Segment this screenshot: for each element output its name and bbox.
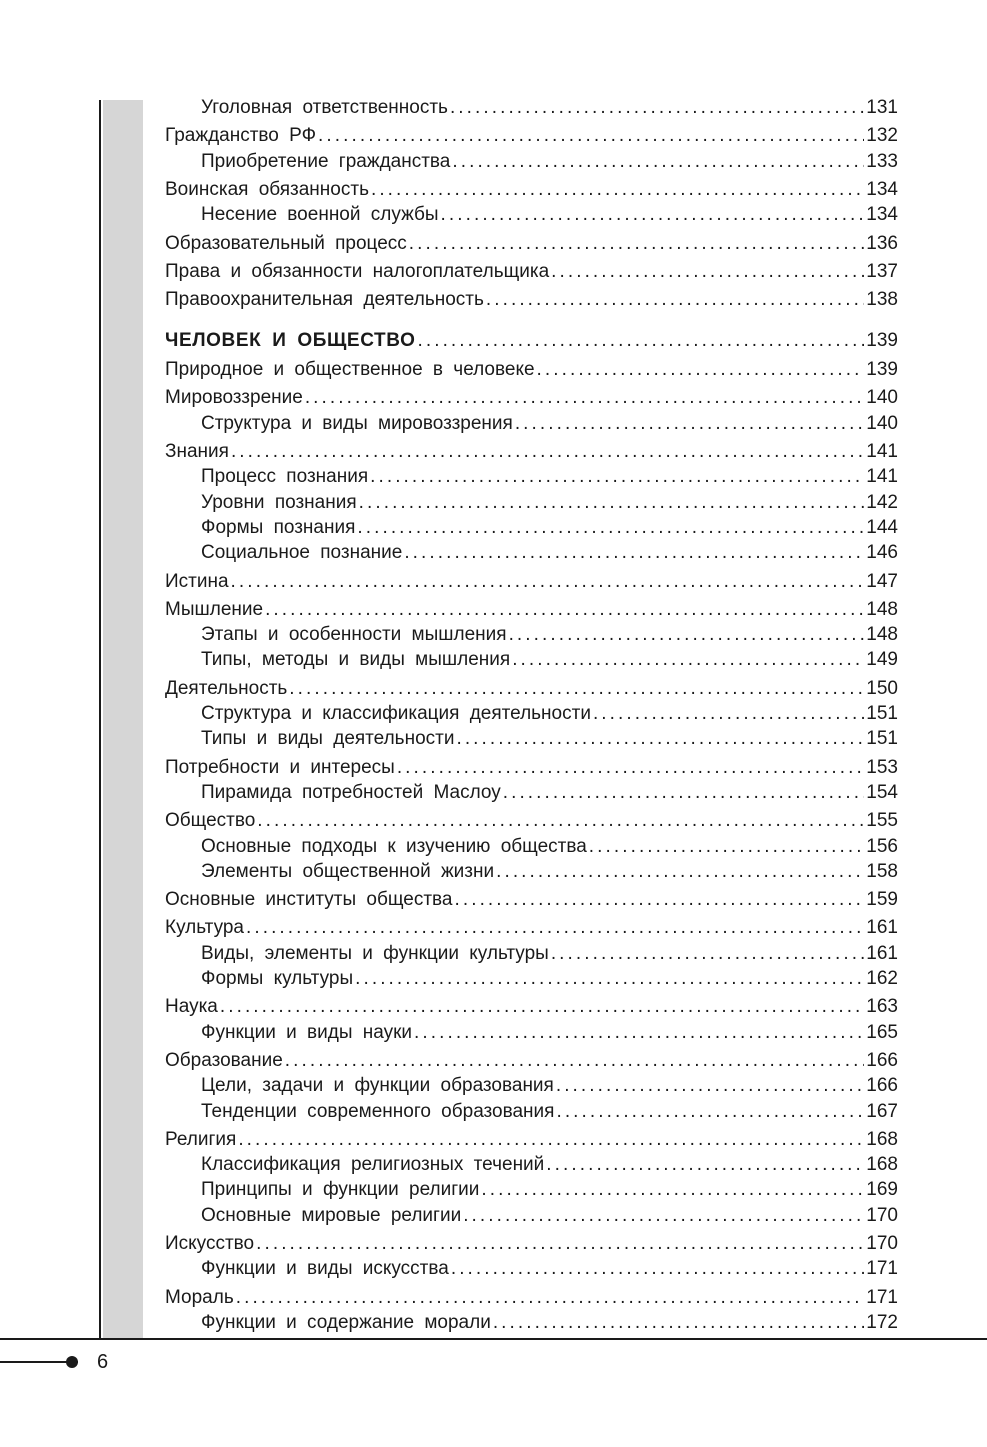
toc-entry bbox=[165, 440, 898, 464]
dot-leader bbox=[414, 1021, 864, 1045]
toc-entry-page: 141 bbox=[866, 466, 898, 488]
toc-entry-title: Деятельность bbox=[165, 677, 288, 699]
toc-entry-page: 134 bbox=[866, 204, 898, 226]
toc-entry-page: 159 bbox=[866, 889, 898, 911]
dot-leader bbox=[551, 942, 864, 966]
left-margin-rule bbox=[99, 100, 101, 1340]
toc-entry bbox=[165, 677, 898, 701]
toc-entry-page: 146 bbox=[866, 542, 898, 564]
toc-entry-page: 141 bbox=[866, 441, 898, 462]
toc-entry-title: Религия bbox=[165, 1128, 237, 1150]
toc-entry-page: 144 bbox=[866, 516, 898, 538]
dot-leader bbox=[285, 1049, 865, 1073]
dot-leader bbox=[231, 440, 864, 464]
toc-entry-page: 154 bbox=[866, 781, 898, 803]
toc-entry-title: Несение военной службы bbox=[201, 204, 439, 226]
page-number: 6 bbox=[97, 1351, 109, 1373]
toc-entry bbox=[201, 623, 898, 647]
toc-entry bbox=[201, 702, 898, 726]
toc-entry-page: 132 bbox=[866, 125, 898, 147]
dot-leader bbox=[509, 623, 865, 647]
toc-entry-page: 139 bbox=[866, 359, 898, 381]
dot-leader bbox=[409, 232, 865, 256]
toc-entry-title: Структура и классификация деятельности bbox=[201, 703, 591, 724]
toc-entry-title: Знания bbox=[165, 441, 229, 462]
toc-entry-page: 172 bbox=[866, 1311, 898, 1333]
toc-entry bbox=[201, 1153, 898, 1177]
toc-entry bbox=[201, 1178, 898, 1202]
toc-entry-title: Образовательный процесс bbox=[165, 232, 407, 254]
toc-entry bbox=[201, 150, 898, 174]
toc-entry bbox=[165, 232, 898, 256]
toc-entry-title: Образование bbox=[165, 1049, 283, 1071]
dot-leader bbox=[450, 96, 864, 120]
dot-leader bbox=[463, 1204, 864, 1228]
dot-leader bbox=[246, 916, 864, 940]
toc-entry-page: 161 bbox=[866, 942, 898, 964]
toc-entry bbox=[165, 1232, 898, 1256]
toc-entry bbox=[165, 329, 898, 353]
toc-entry-title: Потребности и интересы bbox=[165, 756, 395, 778]
dot-leader bbox=[404, 541, 864, 565]
toc-entry-page: 151 bbox=[866, 728, 898, 750]
dot-leader bbox=[593, 702, 864, 726]
toc-entry bbox=[201, 1204, 898, 1228]
toc-entry-page: 171 bbox=[866, 1286, 898, 1308]
toc-entry bbox=[165, 358, 898, 382]
dot-leader bbox=[515, 412, 864, 436]
toc-entry-title: Основные институты общества bbox=[165, 889, 453, 911]
toc-entry-page: 136 bbox=[866, 232, 898, 254]
toc-entry bbox=[201, 203, 898, 227]
toc-entry-title: Функции и содержание морали bbox=[201, 1311, 491, 1333]
toc-entry-title: Воинская обязанность bbox=[165, 178, 369, 200]
toc-entry bbox=[201, 465, 898, 489]
toc-entry-title: Природное и общественное в человеке bbox=[165, 359, 535, 381]
toc-entry-title: Права и обязанности налогоплательщика bbox=[165, 260, 550, 282]
toc-entry-page: 158 bbox=[866, 860, 898, 882]
toc-entry bbox=[201, 727, 898, 751]
dot-leader bbox=[503, 781, 865, 805]
dot-leader bbox=[452, 150, 864, 174]
toc-entry-page: 171 bbox=[866, 1258, 898, 1280]
dot-leader bbox=[546, 1153, 864, 1177]
toc-entry bbox=[165, 598, 898, 622]
dot-leader bbox=[236, 1286, 865, 1310]
toc-entry bbox=[201, 516, 898, 540]
toc-entry-page: 148 bbox=[866, 624, 898, 646]
toc-entry bbox=[201, 835, 898, 859]
toc-entry bbox=[201, 648, 898, 672]
dot-leader bbox=[359, 491, 865, 515]
toc-entry-title: Уровни познания bbox=[201, 491, 357, 513]
toc-entry-page: 137 bbox=[866, 260, 898, 282]
toc-entry-title: Гражданство РФ bbox=[165, 125, 317, 147]
toc-entry-title: Мировоззрение bbox=[165, 387, 303, 409]
toc-entry-page: 142 bbox=[866, 491, 898, 513]
dot-leader bbox=[496, 860, 864, 884]
toc-entry-title: Уголовная ответственность bbox=[201, 97, 448, 118]
toc-entry-page: 149 bbox=[866, 649, 898, 671]
dot-leader bbox=[551, 260, 864, 284]
toc-entry-page: 168 bbox=[866, 1154, 898, 1176]
toc-entry-page: 151 bbox=[866, 703, 898, 724]
toc-entry-page: 166 bbox=[866, 1049, 898, 1071]
dot-leader bbox=[589, 835, 865, 859]
dot-leader bbox=[556, 1074, 864, 1098]
toc-entry bbox=[165, 260, 898, 284]
toc-entry-title: Структура и виды мировоззрения bbox=[201, 412, 513, 434]
toc-entry-title: Общество bbox=[165, 810, 256, 832]
toc-entry bbox=[201, 1021, 898, 1045]
toc-entry bbox=[165, 570, 898, 594]
toc-entry-title: Формы познания bbox=[201, 516, 356, 538]
toc-entry-page: 170 bbox=[866, 1233, 898, 1254]
toc-entry-page: 140 bbox=[866, 412, 898, 434]
dot-leader bbox=[455, 888, 865, 912]
toc-entry bbox=[201, 942, 898, 966]
toc-entry-title: Типы и виды деятельности bbox=[201, 728, 455, 750]
toc-entry-title: Культура bbox=[165, 917, 244, 939]
toc-entry-title: Социальное познание bbox=[201, 542, 403, 564]
toc-entry bbox=[165, 1286, 898, 1310]
toc-entry-title: Типы, методы и виды мышления bbox=[201, 649, 511, 671]
toc-entry bbox=[201, 1257, 898, 1281]
footer-rule bbox=[0, 1338, 987, 1340]
toc-entry-title: Виды, элементы и функции культуры bbox=[201, 942, 549, 964]
toc-entry-page: 168 bbox=[866, 1128, 898, 1150]
toc-entry bbox=[201, 1311, 898, 1335]
toc-entry-title: Основные подходы к изучению общества bbox=[201, 835, 587, 857]
toc-entry bbox=[165, 1049, 898, 1073]
toc-entry-title: Мышление bbox=[165, 598, 264, 620]
toc-entry-page: 139 bbox=[866, 330, 898, 352]
dot-leader bbox=[370, 465, 864, 489]
toc-entry bbox=[165, 888, 898, 912]
toc-entry-title: Этапы и особенности мышления bbox=[201, 624, 507, 646]
toc-entry-page: 161 bbox=[866, 917, 898, 939]
toc-entry-page: 131 bbox=[866, 97, 898, 118]
toc-entry-page: 165 bbox=[866, 1021, 898, 1043]
footer-dot bbox=[66, 1356, 78, 1368]
toc-entry-title: Мораль bbox=[165, 1286, 234, 1308]
toc-entry-page: 140 bbox=[866, 387, 898, 409]
toc-entry-title: Классификация религиозных течений bbox=[201, 1154, 545, 1176]
toc-entry bbox=[165, 178, 898, 202]
toc-entry-page: 150 bbox=[866, 677, 898, 699]
toc-entry bbox=[201, 412, 898, 436]
toc-entry bbox=[165, 386, 898, 410]
toc-entry-page: 163 bbox=[866, 996, 898, 1018]
dot-leader bbox=[512, 648, 864, 672]
toc-entry-page: 170 bbox=[866, 1204, 898, 1226]
toc-entry-title: Принципы и функции религии bbox=[201, 1179, 480, 1201]
toc-entry bbox=[165, 1128, 898, 1152]
toc-entry bbox=[201, 491, 898, 515]
toc-entry-page: 134 bbox=[866, 178, 898, 200]
dot-leader bbox=[257, 809, 864, 833]
toc-entry bbox=[201, 967, 898, 991]
toc-entry bbox=[165, 809, 898, 833]
toc-entry bbox=[165, 124, 898, 148]
toc-entry bbox=[201, 1100, 898, 1124]
dot-leader bbox=[238, 1128, 864, 1152]
toc-entry-title: Функции и виды науки bbox=[201, 1021, 413, 1043]
toc-entry-page: 162 bbox=[866, 968, 898, 989]
toc-entry-title: Истина bbox=[165, 570, 229, 592]
toc-entry bbox=[201, 781, 898, 805]
toc-entry-page: 153 bbox=[866, 756, 898, 778]
toc-entry-title: Приобретение гражданства bbox=[201, 150, 451, 172]
toc-entry bbox=[165, 995, 898, 1019]
dot-leader bbox=[493, 1311, 864, 1335]
toc-entry bbox=[165, 756, 898, 780]
toc-entry-title: Наука bbox=[165, 996, 218, 1018]
toc-entry-title: Правоохранительная деятельность bbox=[165, 289, 484, 311]
dot-leader bbox=[305, 386, 864, 410]
toc-entry-title: ЧЕЛОВЕК И ОБЩЕСТВО bbox=[165, 330, 416, 352]
dot-leader bbox=[289, 677, 864, 701]
toc-entry-title: Элементы общественной жизни bbox=[201, 860, 495, 882]
toc-entry-page: 166 bbox=[866, 1075, 898, 1097]
toc-entry-page: 155 bbox=[866, 810, 898, 832]
dot-leader bbox=[441, 203, 865, 227]
dot-leader bbox=[451, 1257, 864, 1281]
toc-entry-title: Тенденции современного образования bbox=[201, 1100, 555, 1122]
toc-entry-page: 147 bbox=[866, 570, 898, 592]
dot-leader bbox=[318, 124, 864, 148]
dot-leader bbox=[486, 288, 864, 312]
toc-entry-page: 133 bbox=[866, 150, 898, 172]
dot-leader bbox=[537, 358, 865, 382]
dot-leader bbox=[418, 329, 865, 353]
toc-entry-title: Процесс познания bbox=[201, 466, 369, 488]
toc-entry-page: 148 bbox=[866, 598, 898, 620]
toc-entry bbox=[165, 288, 898, 312]
dot-leader bbox=[456, 727, 864, 751]
dot-leader bbox=[481, 1178, 864, 1202]
toc-entry bbox=[201, 96, 898, 120]
toc-entry bbox=[201, 541, 898, 565]
toc-entry-page: 156 bbox=[866, 835, 898, 857]
dot-leader bbox=[265, 598, 864, 622]
toc-entry-title: Формы культуры bbox=[201, 968, 354, 989]
toc-entry-title: Основные мировые религии bbox=[201, 1204, 462, 1226]
toc-entry-page: 167 bbox=[866, 1100, 898, 1122]
toc-entry-title: Искусство bbox=[165, 1233, 255, 1254]
dot-leader bbox=[355, 967, 864, 991]
toc-entry-page: 138 bbox=[866, 289, 898, 311]
toc-entry-title: Пирамида потребностей Маслоу bbox=[201, 781, 501, 803]
toc-entry bbox=[201, 860, 898, 884]
dot-leader bbox=[231, 570, 865, 594]
margin-band bbox=[103, 100, 143, 1340]
dot-leader bbox=[556, 1100, 864, 1124]
dot-leader bbox=[397, 756, 864, 780]
dot-leader bbox=[371, 178, 864, 202]
toc-entry bbox=[201, 1074, 898, 1098]
toc-entry-title: Цели, задачи и функции образования bbox=[201, 1075, 554, 1097]
dot-leader bbox=[256, 1232, 864, 1256]
dot-leader bbox=[357, 516, 864, 540]
toc-entry bbox=[165, 916, 898, 940]
toc-entry-title: Функции и виды искусства bbox=[201, 1258, 449, 1280]
dot-leader bbox=[220, 995, 864, 1019]
toc-entry-page: 169 bbox=[866, 1179, 898, 1201]
